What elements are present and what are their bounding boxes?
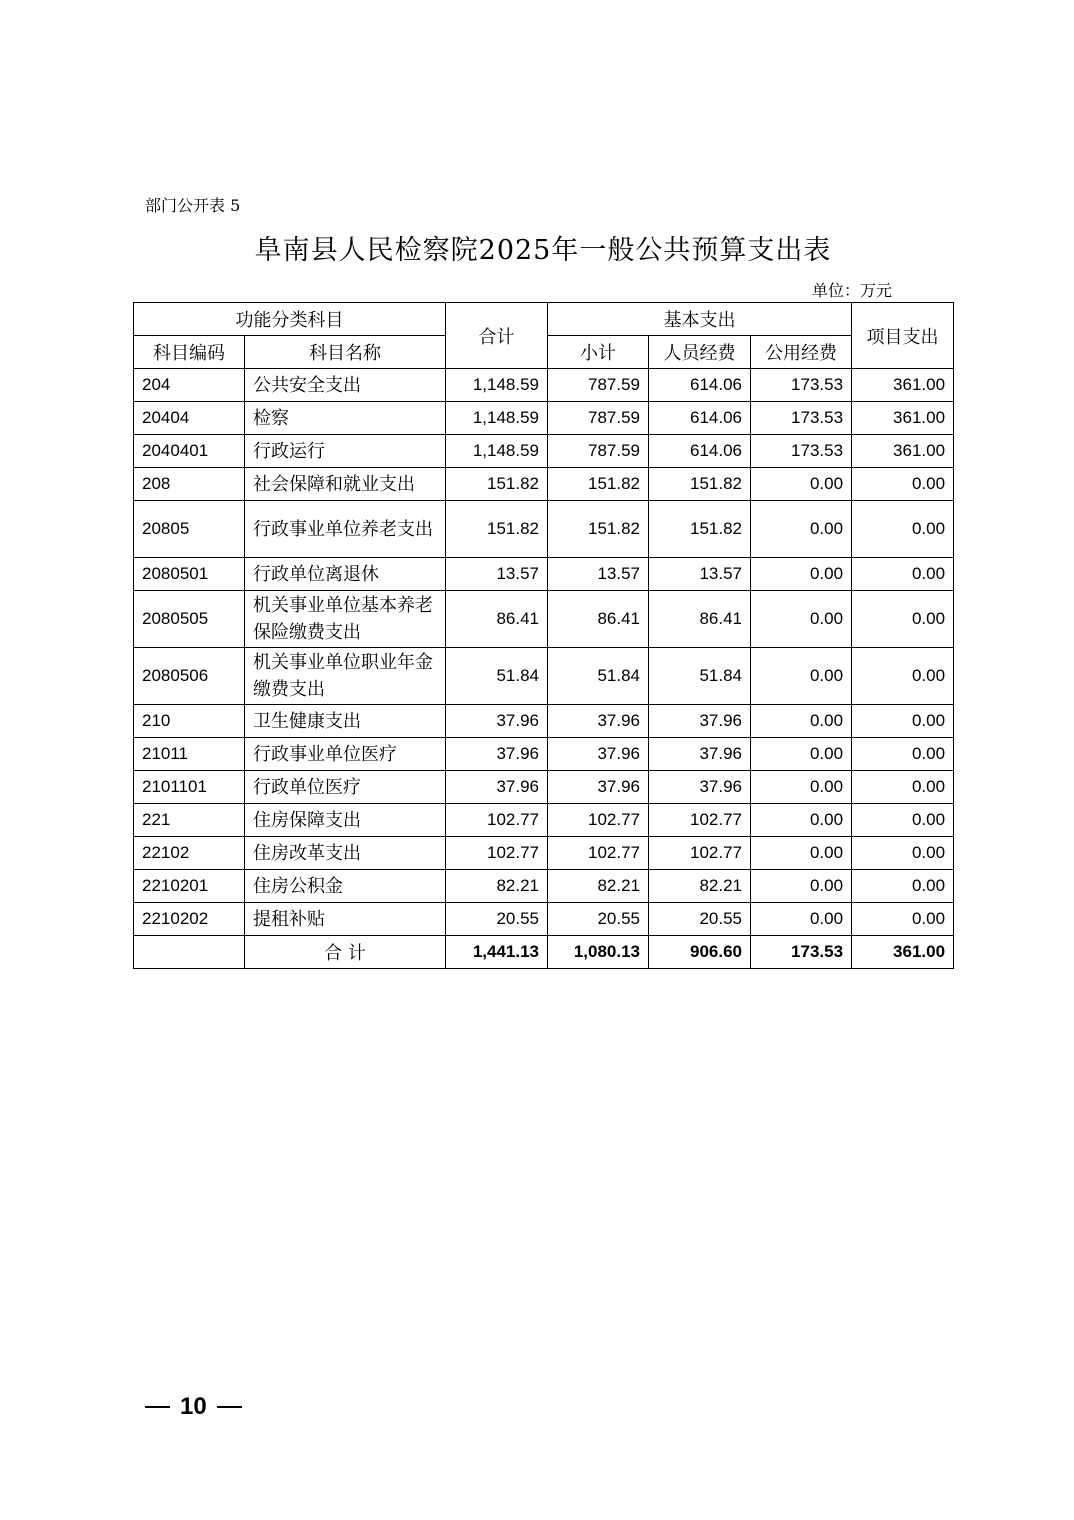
- cell-personnel: 102.77: [649, 837, 751, 870]
- cell-total: 1,148.59: [446, 369, 548, 402]
- cell-public: 0.00: [751, 804, 852, 837]
- table-row: [134, 648, 954, 705]
- cell-personnel: 37.96: [649, 705, 751, 738]
- cell-name: 机关事业单位基本养老保险缴费支出: [245, 591, 446, 648]
- cell-total: 37.96: [446, 771, 548, 804]
- cell-total: 86.41: [446, 591, 548, 648]
- cell-total: 151.82: [446, 468, 548, 501]
- cell-subtotal: 787.59: [548, 402, 649, 435]
- cell-subtotal: 13.57: [548, 558, 649, 591]
- cell-project: 0.00: [852, 558, 954, 591]
- cell-code: 20805: [134, 501, 245, 558]
- cell-public: 0.00: [751, 468, 852, 501]
- cell-project: 0.00: [852, 648, 954, 705]
- cell-subtotal: 151.82: [548, 468, 649, 501]
- cell-subtotal: 20.55: [548, 903, 649, 936]
- cell-project: 0.00: [852, 705, 954, 738]
- cell-total: 1,148.59: [446, 402, 548, 435]
- cell-public: 0.00: [751, 837, 852, 870]
- cell-project: 361.00: [852, 402, 954, 435]
- cell-total: 13.57: [446, 558, 548, 591]
- cell-public: 0.00: [751, 903, 852, 936]
- cell-personnel: 37.96: [649, 771, 751, 804]
- cell-empty: [134, 936, 245, 969]
- cell-code: 2210202: [134, 903, 245, 936]
- cell-public: 0.00: [751, 705, 852, 738]
- cell-name: 行政事业单位医疗: [245, 738, 446, 771]
- cell-subtotal: 82.21: [548, 870, 649, 903]
- table-row: [134, 738, 954, 771]
- cell-project: 0.00: [852, 591, 954, 648]
- cell-name: 公共安全支出: [245, 369, 446, 402]
- cell-project: 0.00: [852, 501, 954, 558]
- budget-table: [133, 302, 954, 969]
- cell-subtotal: 787.59: [548, 435, 649, 468]
- cell-name: 行政单位离退休: [245, 558, 446, 591]
- dash-right: [217, 1406, 242, 1408]
- cell-project: 0.00: [852, 804, 954, 837]
- cell-public: 0.00: [751, 870, 852, 903]
- cell-personnel: 20.55: [649, 903, 751, 936]
- page-footer: [145, 1393, 242, 1421]
- cell-name: 机关事业单位职业年金缴费支出: [245, 648, 446, 705]
- cell-subtotal: 102.77: [548, 837, 649, 870]
- cell-subtotal: 86.41: [548, 591, 649, 648]
- cell-public: 0.00: [751, 771, 852, 804]
- header-name: 科目名称: [245, 336, 446, 369]
- table-row: [134, 501, 954, 558]
- cell-public: 173.53: [751, 369, 852, 402]
- cell-project: 0.00: [852, 870, 954, 903]
- cell-name: 卫生健康支出: [245, 705, 446, 738]
- totals-label: 合 计: [245, 936, 446, 969]
- cell-code: 2040401: [134, 435, 245, 468]
- cell-personnel: 51.84: [649, 648, 751, 705]
- cell-subtotal: 37.96: [548, 705, 649, 738]
- cell-personnel: 82.21: [649, 870, 751, 903]
- cell-code: 2210201: [134, 870, 245, 903]
- cell-total: 102.77: [446, 804, 548, 837]
- cell-code: 22102: [134, 837, 245, 870]
- cell-name: 住房公积金: [245, 870, 446, 903]
- header-subtotal: 小计: [548, 336, 649, 369]
- cell-project: 361.00: [852, 435, 954, 468]
- table-row: [134, 369, 954, 402]
- cell-public: 0.00: [751, 648, 852, 705]
- cell-total: 20.55: [446, 903, 548, 936]
- cell-project: 0.00: [852, 903, 954, 936]
- cell-personnel: 614.06: [649, 369, 751, 402]
- cell-personnel: 151.82: [649, 501, 751, 558]
- table-row: [134, 804, 954, 837]
- page-number: 10: [180, 1393, 207, 1420]
- cell-public: 0.00: [751, 558, 852, 591]
- cell-project: 0.00: [852, 771, 954, 804]
- cell-code: 2080506: [134, 648, 245, 705]
- cell-name: 社会保障和就业支出: [245, 468, 446, 501]
- cell-name: 提租补贴: [245, 903, 446, 936]
- cell-project: 0.00: [852, 468, 954, 501]
- table-row: [134, 468, 954, 501]
- cell-code: 21011: [134, 738, 245, 771]
- cell-personnel: 614.06: [649, 402, 751, 435]
- totals-public: 173.53: [751, 936, 852, 969]
- cell-name: 行政运行: [245, 435, 446, 468]
- cell-subtotal: 37.96: [548, 771, 649, 804]
- cell-subtotal: 102.77: [548, 804, 649, 837]
- cell-project: 0.00: [852, 837, 954, 870]
- cell-personnel: 13.57: [649, 558, 751, 591]
- cell-total: 1,148.59: [446, 435, 548, 468]
- dash-left: [145, 1406, 170, 1408]
- totals-total: 1,441.13: [446, 936, 548, 969]
- header-functional-category: 功能分类科目: [134, 303, 446, 336]
- cell-code: 2080505: [134, 591, 245, 648]
- table-row: [134, 402, 954, 435]
- totals-row: [134, 936, 954, 969]
- cell-total: 151.82: [446, 501, 548, 558]
- cell-public: 173.53: [751, 402, 852, 435]
- header-code: 科目编码: [134, 336, 245, 369]
- cell-personnel: 614.06: [649, 435, 751, 468]
- cell-name: 检察: [245, 402, 446, 435]
- cell-code: 204: [134, 369, 245, 402]
- document-label: 部门公开表 5: [145, 196, 241, 215]
- cell-total: 102.77: [446, 837, 548, 870]
- header-basic-expenditure: 基本支出: [548, 303, 852, 336]
- cell-public: 0.00: [751, 501, 852, 558]
- cell-name: 行政单位医疗: [245, 771, 446, 804]
- totals-personnel: 906.60: [649, 936, 751, 969]
- cell-subtotal: 51.84: [548, 648, 649, 705]
- cell-personnel: 102.77: [649, 804, 751, 837]
- header-public: 公用经费: [751, 336, 852, 369]
- totals-subtotal: 1,080.13: [548, 936, 649, 969]
- table-row: [134, 705, 954, 738]
- totals-project: 361.00: [852, 936, 954, 969]
- cell-total: 51.84: [446, 648, 548, 705]
- table-row: [134, 837, 954, 870]
- cell-subtotal: 151.82: [548, 501, 649, 558]
- cell-subtotal: 787.59: [548, 369, 649, 402]
- cell-project: 0.00: [852, 738, 954, 771]
- table-row: [134, 591, 954, 648]
- cell-code: 221: [134, 804, 245, 837]
- cell-total: 37.96: [446, 705, 548, 738]
- cell-code: 20404: [134, 402, 245, 435]
- cell-personnel: 37.96: [649, 738, 751, 771]
- cell-public: 0.00: [751, 738, 852, 771]
- header-personnel: 人员经费: [649, 336, 751, 369]
- cell-name: 住房改革支出: [245, 837, 446, 870]
- table-row: [134, 771, 954, 804]
- cell-public: 0.00: [751, 591, 852, 648]
- cell-subtotal: 37.96: [548, 738, 649, 771]
- table-row: [134, 558, 954, 591]
- cell-personnel: 151.82: [649, 468, 751, 501]
- cell-code: 210: [134, 705, 245, 738]
- cell-personnel: 86.41: [649, 591, 751, 648]
- header-total: 合计: [446, 303, 548, 369]
- table-row: [134, 870, 954, 903]
- cell-code: 208: [134, 468, 245, 501]
- table-row: [134, 435, 954, 468]
- cell-total: 82.21: [446, 870, 548, 903]
- cell-name: 住房保障支出: [245, 804, 446, 837]
- header-project-expenditure: 项目支出: [852, 303, 954, 369]
- cell-name: 行政事业单位养老支出: [245, 501, 446, 558]
- page-title: 阜南县人民检察院2025年一般公共预算支出表: [254, 235, 832, 266]
- cell-code: 2080501: [134, 558, 245, 591]
- cell-public: 173.53: [751, 435, 852, 468]
- cell-code: 2101101: [134, 771, 245, 804]
- cell-total: 37.96: [446, 738, 548, 771]
- unit-label: 单位：万元: [811, 281, 892, 300]
- table-row: [134, 903, 954, 936]
- cell-project: 361.00: [852, 369, 954, 402]
